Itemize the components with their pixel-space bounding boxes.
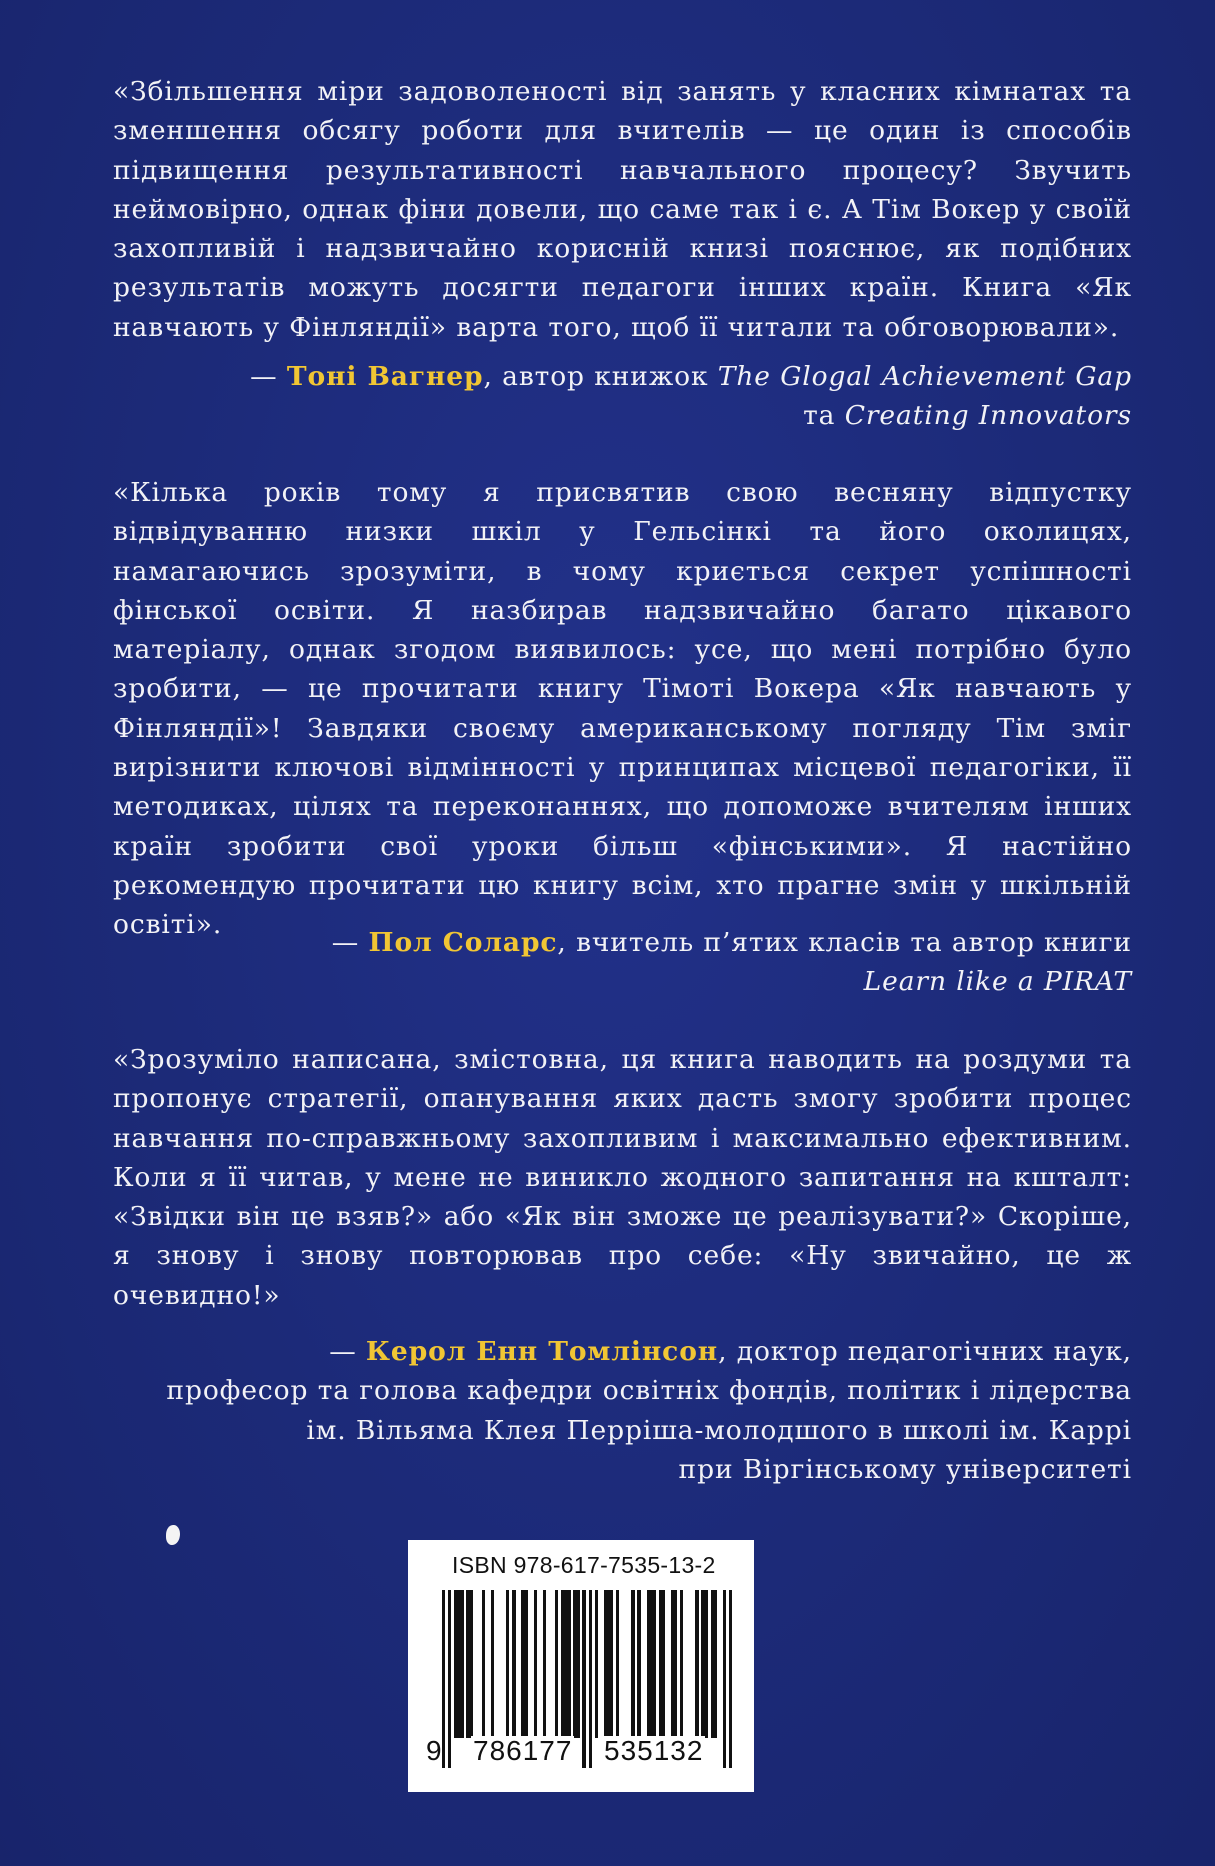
barcode-bar (680, 1590, 683, 1738)
barcode-bar (595, 1590, 598, 1738)
barcode-digits-right: 535132 (604, 1735, 704, 1766)
attribution-line: — Керол Енн Томлінсон, доктор педагогічних наук, (329, 1336, 1132, 1367)
attribution-wagner (132, 357, 1132, 436)
barcode-bar (616, 1590, 619, 1738)
attribution-line (132, 962, 1132, 1001)
barcode-bar (723, 1590, 726, 1768)
barcode-bar (576, 1590, 579, 1738)
attribution-line: — Тоні Вагнер, автор книжок The Glogal Achievement Gap (250, 361, 1132, 392)
author-name: Тоні Вагнер (286, 361, 484, 392)
barcode-bar (589, 1590, 592, 1768)
barcode-bar (482, 1590, 485, 1738)
attribution-solarz (132, 923, 1132, 1002)
barcode-bar (662, 1590, 665, 1738)
author-name: Пол Соларс (368, 927, 558, 958)
barcode-bar (674, 1590, 677, 1738)
barcode-bar (460, 1590, 463, 1738)
book-title: Creating Innovators (844, 400, 1132, 432)
barcode-digit-first: 9 (426, 1735, 443, 1766)
attribution-tomlinson (132, 1332, 1132, 1489)
attribution-line: та Creating Innovators (803, 400, 1132, 432)
book-title: The Glogal Achievement Gap (717, 361, 1132, 392)
quote-wagner: «Збільшення міри задоволеності від занять у класних кімнатах та зменшення обсягу роботи для вчителів — це один із способів підвищення результативності навчального процесу? Звучить неймовірно, однак фіни довели, що саме так і є. А Тім Вокер у своїй захопливій і надзвичайно корисній книзі пояснює, як подібних результатів можуть досягти педагоги інших країн. Книга «Як навчають у Фінляндії» варта того, щоб її читали та обговорювали». (113, 76, 1132, 343)
barcode-bar (582, 1590, 585, 1768)
barcode-digits-left: 786177 (473, 1735, 573, 1766)
author-name: Керол Енн Томлінсон (365, 1336, 719, 1367)
attribution-line: при Віргінському університеті (678, 1453, 1132, 1485)
book-title: Learn like a PIRAT (863, 966, 1132, 998)
barcode-bar (512, 1590, 515, 1738)
barcode-bar (637, 1590, 640, 1738)
barcode-bar (491, 1590, 494, 1738)
barcode-bar (714, 1590, 717, 1738)
barcode-bar (695, 1590, 698, 1738)
barcode-bar (567, 1590, 570, 1738)
attribution-line: ім. Вільяма Клея Перріша-молодшого в школі ім. Каррі (306, 1414, 1132, 1446)
barcode-bar (705, 1590, 708, 1738)
barcode-bar (524, 1590, 527, 1738)
attribution-line: — Пол Соларс, вчитель п’ятих класів та автор книги (331, 927, 1132, 958)
barcode-bar (631, 1590, 634, 1738)
barcode-bar (555, 1590, 558, 1738)
barcode-bar (534, 1590, 537, 1738)
barcode-bar (543, 1590, 546, 1738)
quote-solarz: «Кілька років тому я присвятив свою весняну відпустку відвідуванню низки шкіл у Гельсінкі та його околицях, намагаючись зрозуміти, в чому криється секрет успішності фінської освіти. Я назбирав надзвичайно багато цікавого матеріалу, однак згодом виявилось: усе, що мені потрібно було зробити, — це прочитати книгу Тімоті Вокера «Як навчають у Фінляндії»! Завдяки своєму американському погляду Тім зміг вирізнити ключові відмінності у принципах місцевої педагогіки, її методиках, цілях та переконаннях, що допоможе вчителям інших країн зробити свої уроки більш «фінськими». Я настійно рекомендую прочитати цю книгу всім, хто прагне змін у шкільній освіті». (113, 477, 1132, 941)
isbn-label: ISBN 978-617-7535-13-2 (452, 1552, 716, 1578)
barcode-bar (729, 1590, 732, 1768)
barcode-bar (448, 1590, 451, 1768)
isbn-barcode (408, 1540, 754, 1792)
barcode-bar (469, 1590, 472, 1738)
barcode-bar (653, 1590, 656, 1738)
paper-speck (166, 1525, 180, 1545)
quote-tomlinson: «Зрозуміло написана, змістовна, ця книга наводить на роздуми та пропонує стратегії, опанування яких дасть змогу зробити процес навчання по-справжньому захопливим і максимально ефективним. Коли я її читав, у мене не виникло жодного запитання на кшталт: «Звідки він це взяв?» або «Як він зможе це реалізувати?» Скоріше, я знову і знову повторював про себе: «Ну звичайно, це ж очевидно!» (113, 1044, 1132, 1311)
barcode-bar (506, 1590, 509, 1738)
barcode-bar (610, 1590, 613, 1738)
attribution-line: професор та голова кафедри освітніх фондів, політик і лідерства (166, 1375, 1132, 1407)
